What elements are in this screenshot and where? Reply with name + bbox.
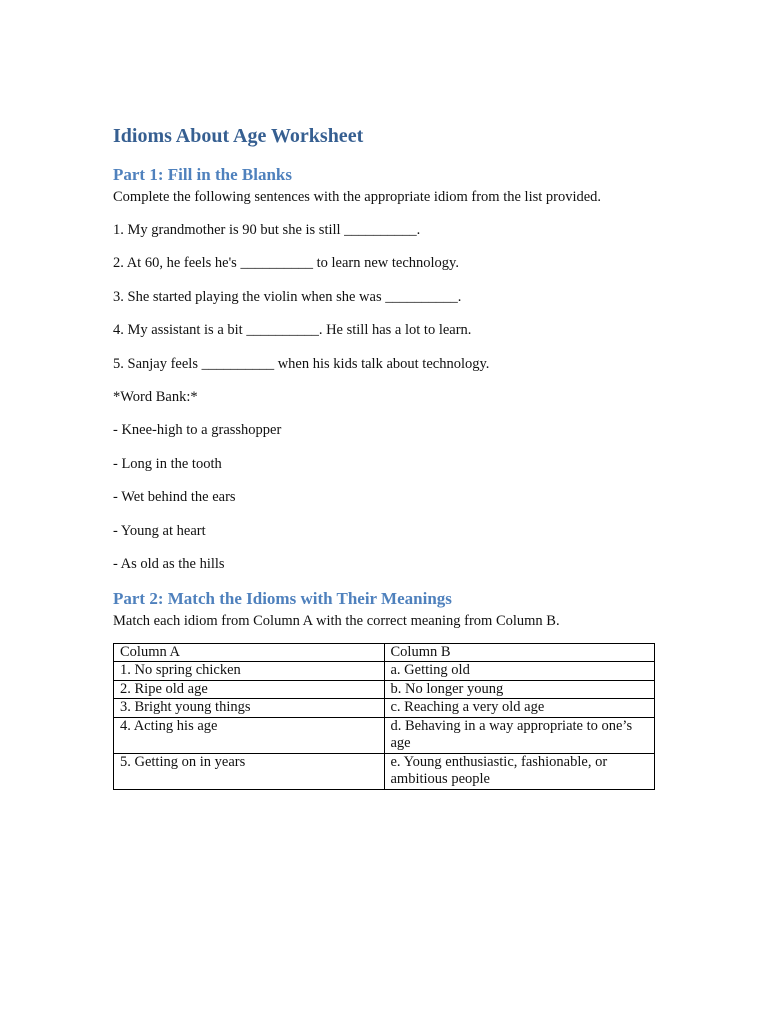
part2-instructions: Match each idiom from Column A with the correct meaning from Column B. — [113, 612, 560, 629]
question-4: 4. My assistant is a bit __________. He still has a lot to learn. — [113, 322, 472, 339]
document-body — [113, 121, 658, 790]
part2-heading: Part 2: Match the Idioms with Their Meanings — [113, 588, 452, 608]
word-bank-item-4: - Young at heart — [113, 522, 206, 539]
table-header-cell: Column B — [384, 643, 655, 662]
table-cell-idiom: 2. Ripe old age — [114, 680, 385, 699]
table-header-row — [114, 643, 655, 662]
table-cell-meaning: e. Young enthusiastic, fashionable, or ambitious people — [384, 753, 655, 789]
table-row — [114, 717, 655, 753]
table-cell-idiom: 5. Getting on in years — [114, 753, 385, 789]
question-3: 3. She started playing the violin when she was __________. — [113, 288, 462, 305]
word-bank-item-3: - Wet behind the ears — [113, 489, 236, 506]
question-5: 5. Sanjay feels __________ when his kids talk about technology. — [113, 355, 490, 372]
table-cell-idiom: 1. No spring chicken — [114, 662, 385, 681]
table-row — [114, 699, 655, 718]
table-cell-idiom: 4. Acting his age — [114, 717, 385, 753]
word-bank-label: *Word Bank:* — [113, 388, 198, 405]
table-row — [114, 680, 655, 699]
word-bank-item-2: - Long in the tooth — [113, 455, 222, 472]
table-header-cell: Column A — [114, 643, 385, 662]
word-bank-item-5: - As old as the hills — [113, 555, 225, 572]
question-1: 1. My grandmother is 90 but she is still __________. — [113, 222, 421, 238]
part1-heading: Part 1: Fill in the Blanks — [113, 165, 292, 184]
table-cell-idiom: 3. Bright young things — [114, 699, 385, 718]
document-title: Idioms About Age Worksheet — [113, 125, 364, 147]
matching-table — [113, 643, 655, 790]
table-cell-meaning: a. Getting old — [384, 662, 655, 681]
part1-instructions: Complete the following sentences with the appropriate idiom from the list provided. — [113, 189, 602, 205]
table-row — [114, 662, 655, 681]
table-cell-meaning: c. Reaching a very old age — [384, 699, 655, 718]
question-2: 2. At 60, he feels he's __________ to learn new technology. — [113, 255, 459, 272]
table-cell-meaning: b. No longer young — [384, 680, 655, 699]
table-cell-meaning: d. Behaving in a way appropriate to one’s age — [384, 717, 655, 753]
word-bank-item-1: - Knee-high to a grasshopper — [113, 422, 282, 439]
table-row — [114, 753, 655, 789]
